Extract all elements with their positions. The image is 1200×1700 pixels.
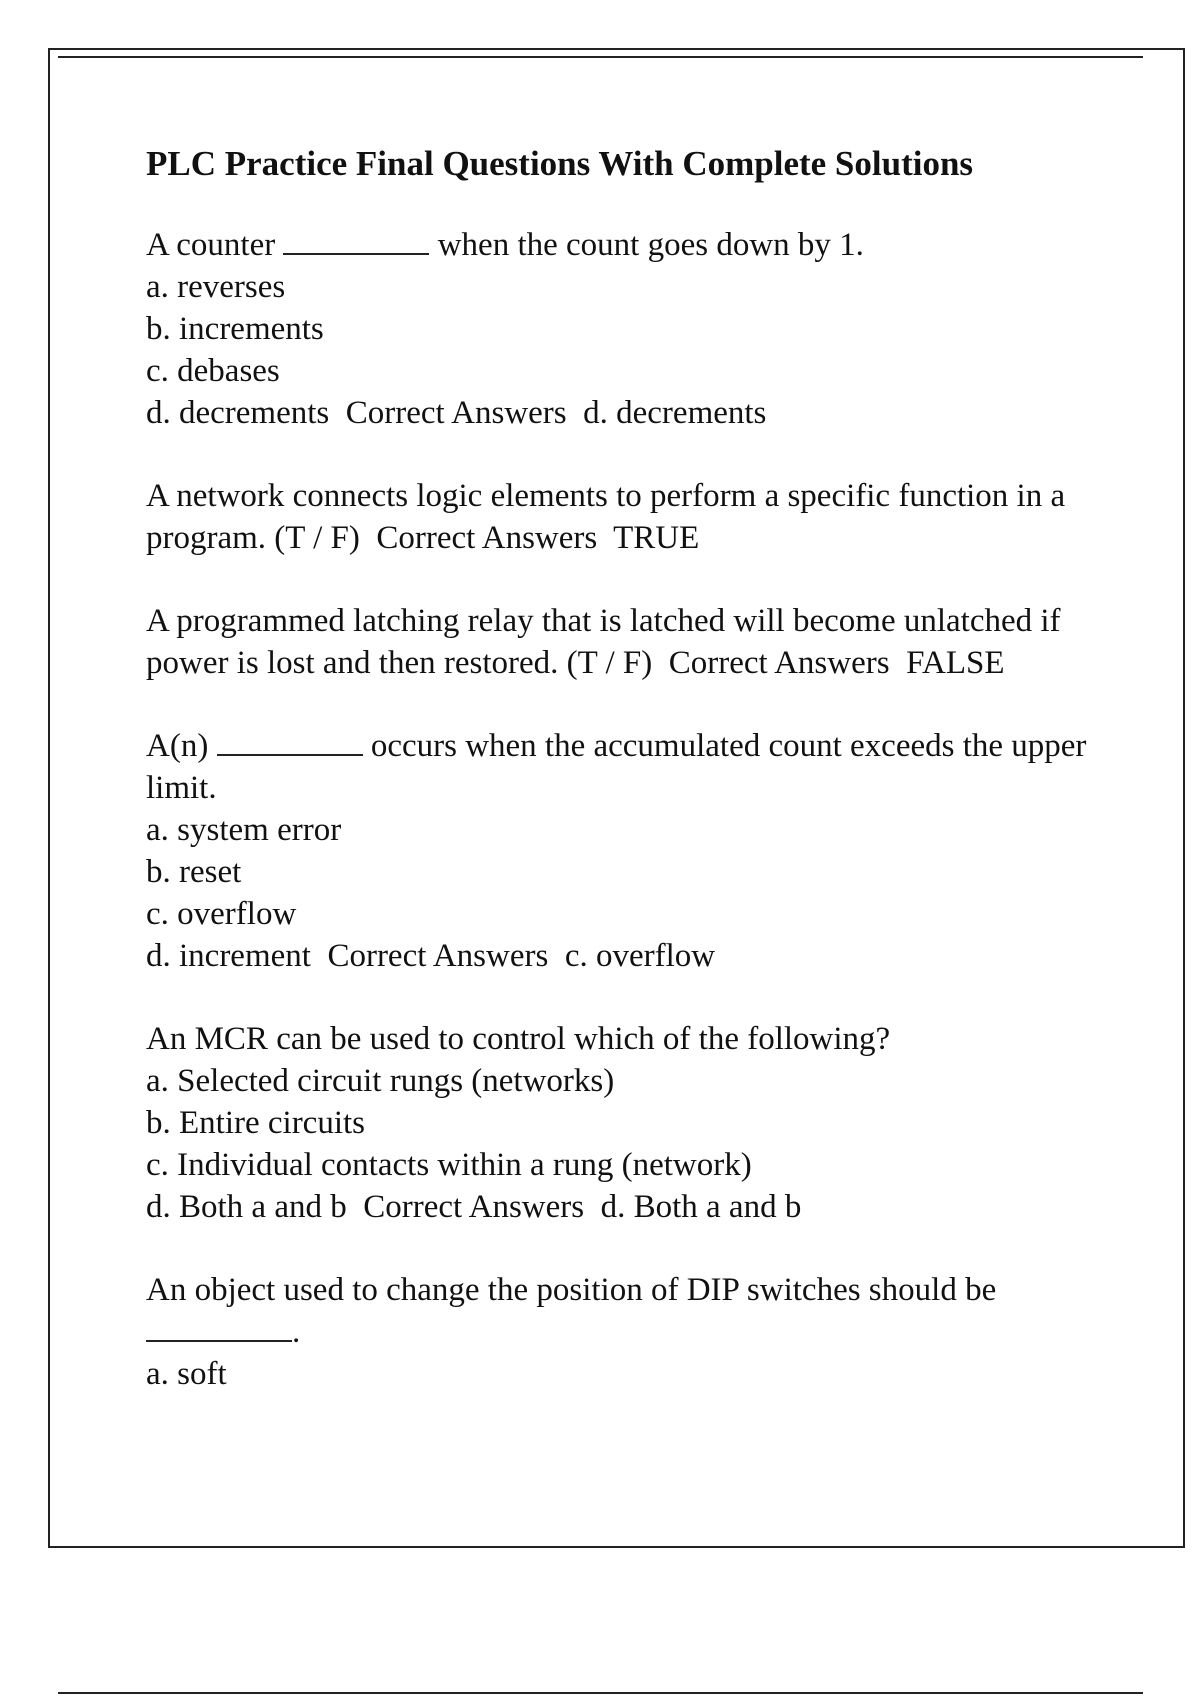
option: b. reset [146, 854, 242, 890]
question-3-stem: A programmed latching relay that is latched will become unlatched if power is lost and then restored. (T / F) [146, 603, 1061, 681]
question-4-stem-end: occurs when the accumulated count exceeds the upper limit. [146, 728, 1087, 806]
question-4-stem-start: A(n) [146, 728, 209, 764]
option: c. debases [146, 353, 280, 389]
answer-label: Correct Answers [668, 645, 890, 681]
question-5 [146, 1018, 1106, 1228]
answer-label: Correct Answers [327, 938, 549, 974]
fill-in-blank [146, 1312, 292, 1342]
option: b. Entire circuits [146, 1105, 366, 1141]
option: a. Selected circuit rungs (networks) [146, 1063, 615, 1099]
correct-answer: TRUE [613, 520, 700, 556]
option: a. system error [146, 812, 342, 848]
question-5-stem: An MCR can be used to control which of the following? [146, 1021, 891, 1057]
option: a. soft [146, 1356, 227, 1392]
correct-answer: d. Both a and b [600, 1189, 802, 1225]
question-2-stem: A network connects logic elements to perform a specific function in a program. (T / F) [146, 478, 1066, 556]
fill-in-blank [283, 225, 429, 255]
question-6-stem: An object used to change the position of DIP switches should be [146, 1272, 997, 1308]
option: a. reverses [146, 269, 286, 305]
question-4 [146, 725, 1106, 977]
document-body [146, 142, 1106, 1436]
question-6-stem-end: . [292, 1314, 301, 1350]
option: b. increments [146, 311, 324, 347]
option: d. Both a and b [146, 1189, 347, 1225]
answer-label: Correct Answers [345, 395, 567, 431]
question-1-stem-end: when the count goes down by 1. [437, 227, 864, 263]
correct-answer: FALSE [906, 645, 1005, 681]
fill-in-blank [217, 726, 363, 756]
question-6 [146, 1269, 1106, 1395]
document-title: PLC Practice Final Questions With Complete Solutions [146, 144, 974, 183]
question-2 [146, 475, 1106, 559]
option: d. increment [146, 938, 311, 974]
answer-label: Correct Answers [363, 1189, 585, 1225]
question-1 [146, 224, 1106, 434]
question-1-stem-start: A counter [146, 227, 276, 263]
correct-answer: c. overflow [564, 938, 716, 974]
option: c. Individual contacts within a rung (network) [146, 1147, 752, 1183]
option: d. decrements [146, 395, 330, 431]
question-3 [146, 600, 1106, 684]
footer-rule [58, 1692, 1143, 1694]
answer-label: Correct Answers [376, 520, 598, 556]
correct-answer: d. decrements [583, 395, 767, 431]
option: c. overflow [146, 896, 297, 932]
